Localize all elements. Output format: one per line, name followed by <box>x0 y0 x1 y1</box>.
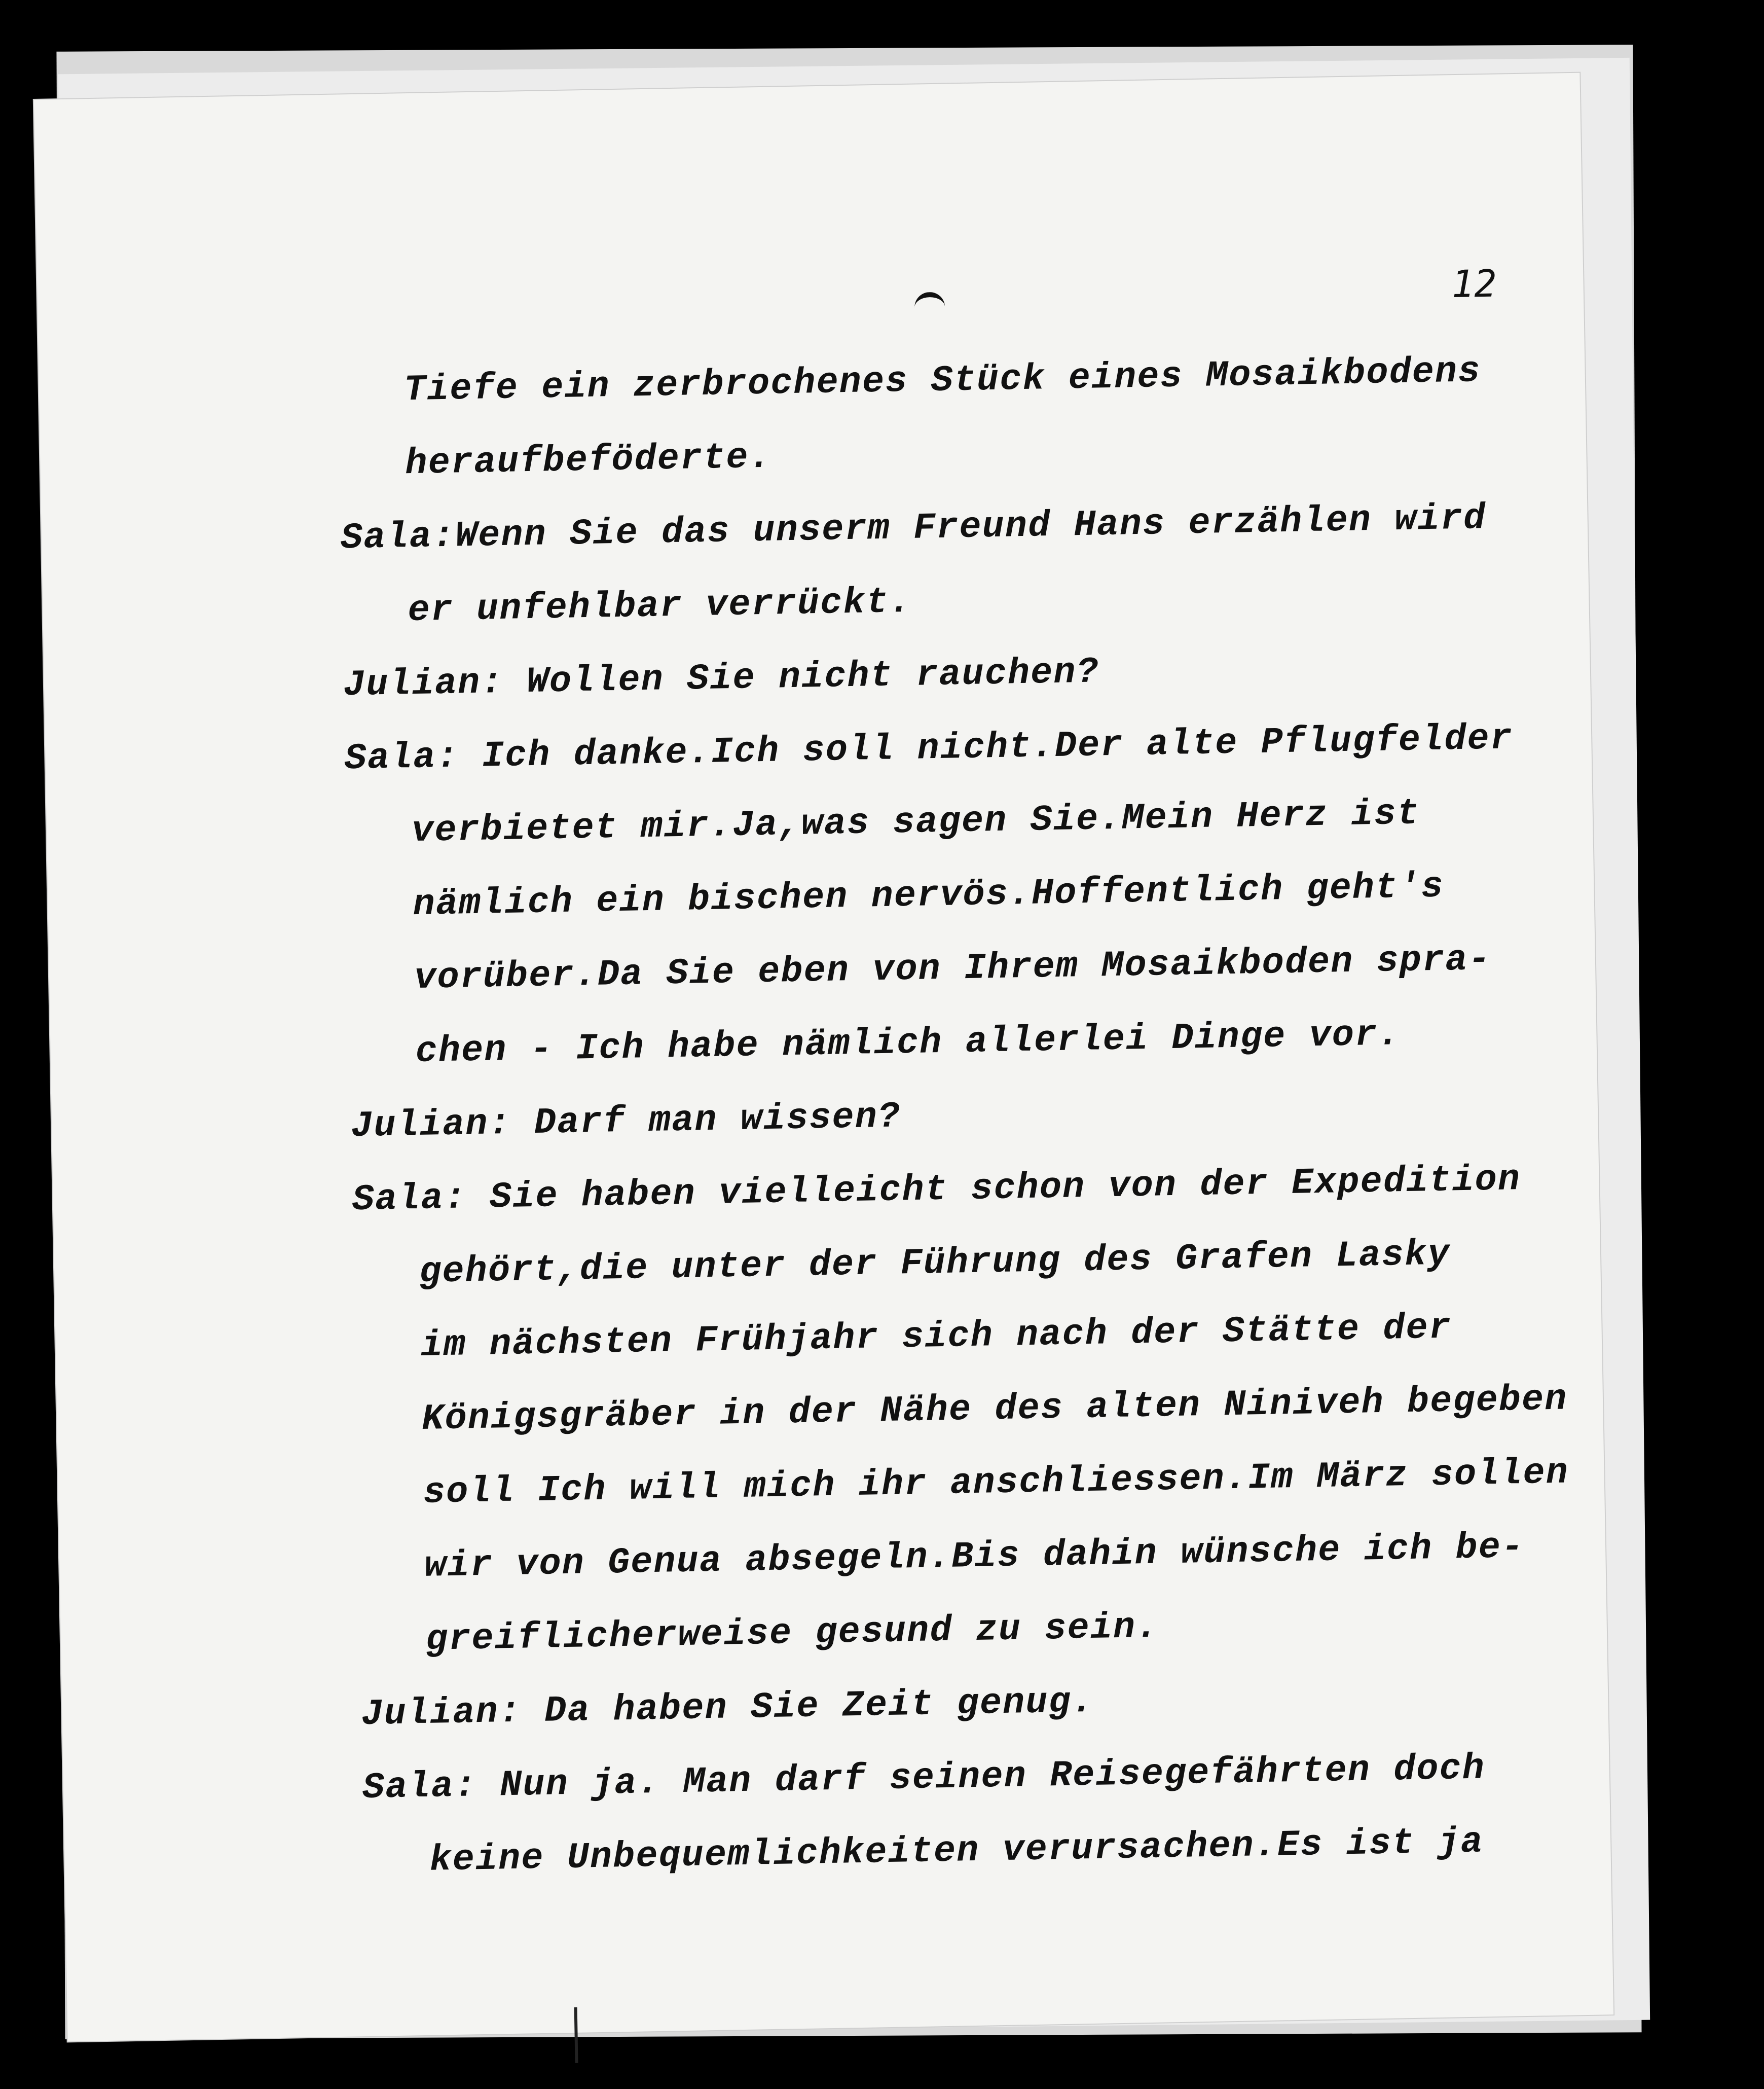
typewritten-page <box>34 73 1613 2042</box>
text-line: nämlich ein bischen nervös.Hoffentlich geht's <box>412 866 1445 926</box>
text-line: chen - Ich habe nämlich allerlei Dinge vor. <box>415 1014 1402 1073</box>
text-line: er unfehlbar verrückt. <box>407 581 912 632</box>
text-line: gehört,die unter der Führung des Grafen Lasky <box>419 1233 1451 1293</box>
text-line: verbietet mir.Ja,was sagen Sie.Mein Herz ist <box>411 793 1420 852</box>
text-line: keine Unbequemlichkeiten verursachen.Es ist ja <box>429 1821 1484 1881</box>
text-line: Königsgräber in der Nähe des alten Niniveh begeben <box>421 1378 1568 1440</box>
page-number: 12 <box>1451 262 1497 307</box>
text-line: Julian: Wollen Sie nicht rauchen? <box>343 651 1100 706</box>
text-line: Julian: Da haben Sie Zeit genug. <box>360 1680 1095 1736</box>
pen-mark <box>914 292 945 310</box>
text-line: Sala:Wenn Sie das unserm Freund Hans erzählen wird <box>340 497 1487 559</box>
text-line: im nächsten Frühjahr sich nach der Stätte der <box>420 1307 1452 1366</box>
text-line: Sala: Sie haben vielleicht schon von der Expedition <box>352 1159 1521 1221</box>
text-line: wir von Genua absegeln.Bis dahin wünsche ich be- <box>424 1526 1525 1587</box>
text-line: Sala: Ich danke.Ich soll nicht.Der alte Pflugfelder <box>344 717 1514 780</box>
typewritten-text <box>39 347 1585 1881</box>
margin-stroke <box>574 2007 578 2063</box>
text-line: Tiefe ein zerbrochenes Stück eines Mosaikbodens <box>403 350 1482 411</box>
text-line: greiflicherweise gesund zu sein. <box>425 1606 1160 1661</box>
text-line: Julian: Darf man wissen? <box>350 1096 901 1147</box>
text-line: soll Ich will mich ihr anschliessen.Im März sollen <box>423 1452 1569 1514</box>
text-line: heraufbeföderte. <box>405 436 773 485</box>
text-line: Sala: Nun ja. Man darf seinen Reisegefährten doch <box>362 1747 1486 1809</box>
text-line: vorüber.Da Sie eben von Ihrem Mosaikboden spra- <box>414 938 1492 999</box>
